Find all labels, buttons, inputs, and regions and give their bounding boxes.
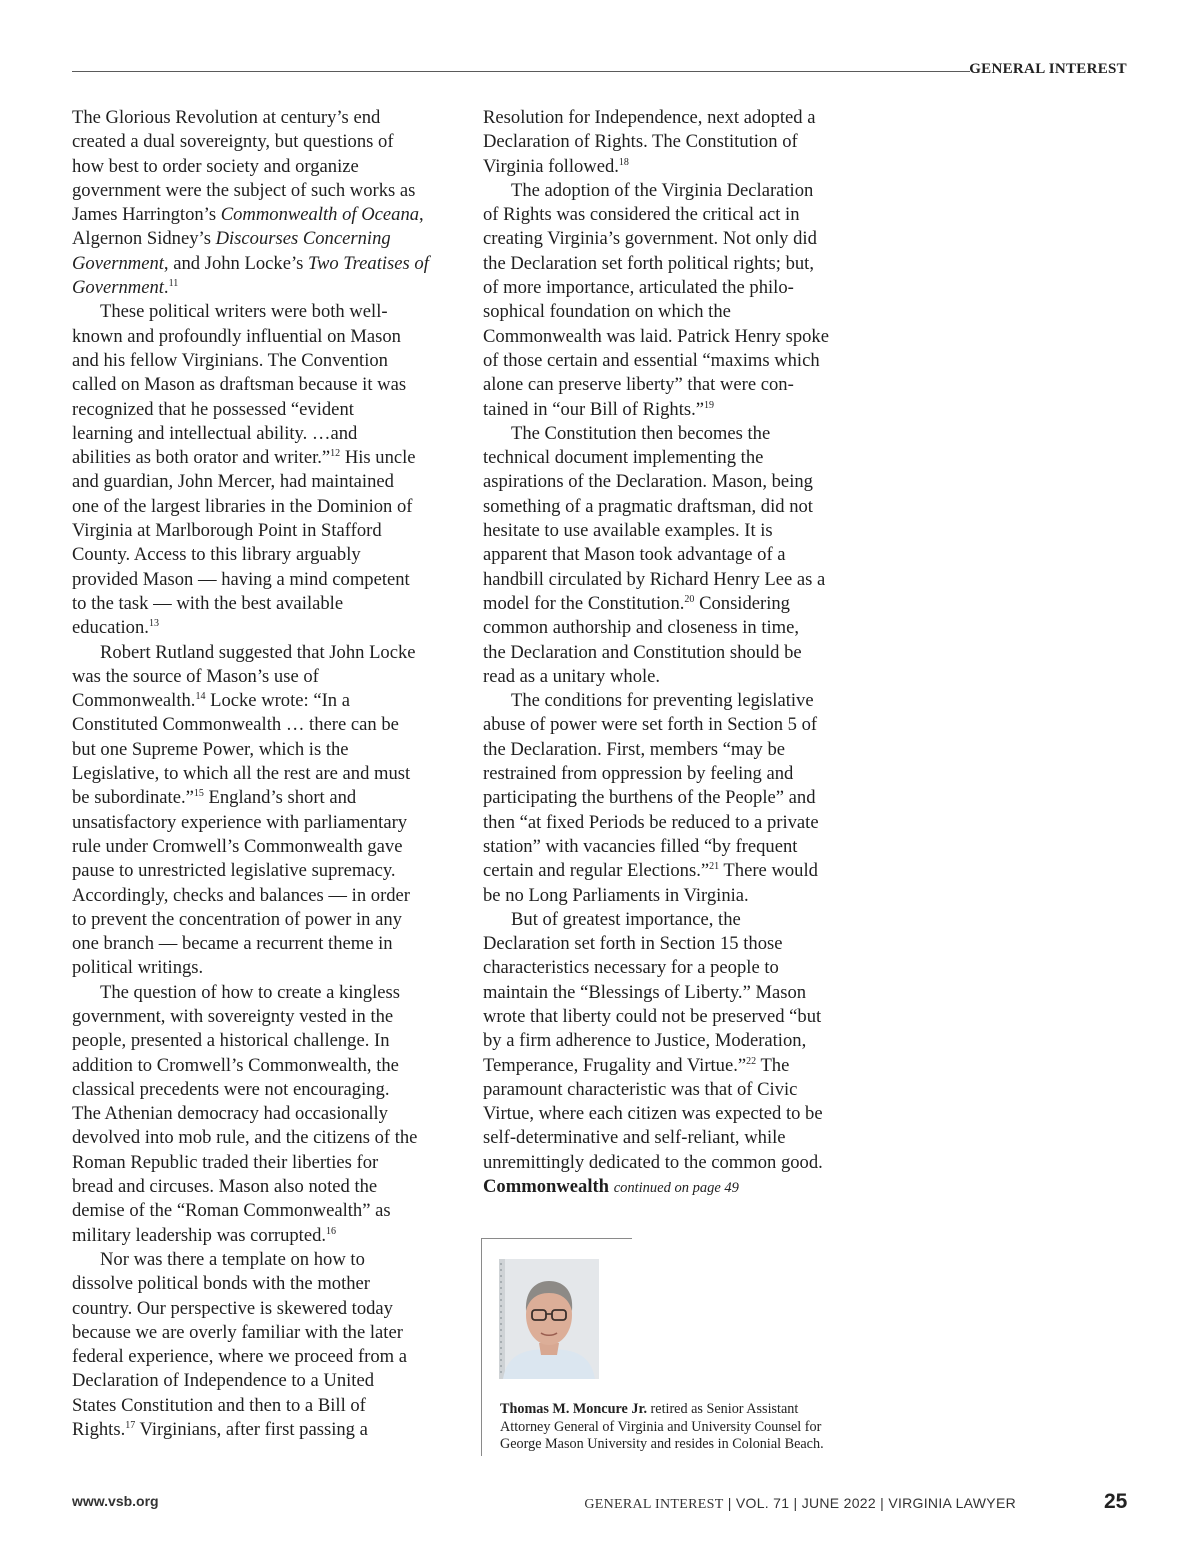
text-line xyxy=(483,641,863,665)
line-text: Algernon Sidney’s xyxy=(72,228,216,250)
text-line xyxy=(483,592,863,616)
footnote-ref: 21 xyxy=(709,861,720,873)
paragraph xyxy=(483,179,863,422)
footer-section: GENERAL INTEREST xyxy=(584,1497,724,1512)
line-text: Nor was there a template on how to xyxy=(100,1248,365,1270)
text-line xyxy=(72,738,452,762)
text-line xyxy=(72,762,452,786)
line-text: maintain the “Blessings of Liberty.” Mason xyxy=(483,981,807,1003)
line-text: participating the burthens of the People” and xyxy=(483,787,816,809)
text-line xyxy=(483,398,863,422)
paragraph xyxy=(72,106,452,300)
line-text: Robert Rutland suggested that John Locke xyxy=(100,641,416,663)
text-line xyxy=(72,665,452,689)
text-line xyxy=(483,155,863,179)
text-line xyxy=(72,1272,452,1296)
line-text: be no Long Parliaments in Virginia. xyxy=(483,884,749,906)
text-line xyxy=(72,884,452,908)
text-line xyxy=(72,398,452,422)
line-text: apparent that Mason took advantage of a xyxy=(483,544,786,566)
text-line xyxy=(483,373,863,397)
line-text: abuse of power were set forth in Section 5 of xyxy=(483,714,818,736)
bio-text xyxy=(500,1401,872,1454)
text-line xyxy=(483,349,863,373)
text-line xyxy=(483,325,863,349)
line-text: Commonwealth was laid. Patrick Henry spoke xyxy=(483,325,829,347)
paragraph xyxy=(483,422,863,689)
line-text: Virginia followed. xyxy=(483,155,619,177)
line-text: But of greatest importance, the xyxy=(511,908,741,930)
line-text: the Declaration and Constitution should be xyxy=(483,641,802,663)
text-line xyxy=(483,300,863,324)
text-line xyxy=(72,252,452,276)
footnote-ref: 16 xyxy=(326,1225,337,1237)
bio-line: retired as Senior Assistant xyxy=(647,1401,799,1417)
italic-title: Government xyxy=(72,252,164,274)
line-text: government, with sovereignty vested in the xyxy=(72,1005,394,1027)
text-line xyxy=(72,1394,452,1418)
paragraph xyxy=(483,908,863,1175)
text-line xyxy=(483,252,863,276)
text-line xyxy=(483,786,863,810)
text-line xyxy=(483,981,863,1005)
text-line xyxy=(483,762,863,786)
text-line xyxy=(72,130,452,154)
line-text: of those certain and essential “maxims which xyxy=(483,349,820,371)
continuation-page: continued on page 49 xyxy=(613,1180,739,1197)
author-name: Thomas M. Moncure Jr. xyxy=(500,1401,647,1417)
line-text: Accordingly, checks and balances — in order xyxy=(72,884,411,906)
header-rule xyxy=(72,71,970,72)
text-line xyxy=(72,1297,452,1321)
text-line xyxy=(72,106,452,130)
line-text: There would xyxy=(719,860,818,882)
line-text: The Athenian democracy had occasionally xyxy=(72,1103,388,1125)
footnote-ref: 18 xyxy=(618,156,629,168)
line-text: called on Mason as draftsman because it was xyxy=(72,374,407,396)
line-text: one of the largest libraries in the Dominion of xyxy=(72,495,413,517)
line-text: of more importance, articulated the philo- xyxy=(483,277,794,299)
line-text: common authorship and closeness in time, xyxy=(483,617,800,639)
text-line xyxy=(483,276,863,300)
text-line xyxy=(72,1054,452,1078)
line-text: military leadership was corrupted. xyxy=(72,1224,327,1246)
line-text: self-determinative and self-reliant, while xyxy=(483,1127,786,1149)
line-text: education. xyxy=(72,617,149,639)
footer-date: JUNE 2022 xyxy=(801,1495,876,1511)
line-text: alone can preserve liberty” that were con- xyxy=(483,374,794,396)
text-line xyxy=(72,1126,452,1150)
line-text: of Rights was considered the critical act in xyxy=(483,204,800,226)
paragraph xyxy=(72,981,452,1248)
text-line xyxy=(72,1078,452,1102)
paragraph xyxy=(72,641,452,981)
line-text: something of a pragmatic draftsman, did not xyxy=(483,495,813,517)
line-text: Declaration of Rights. The Constitution of xyxy=(483,131,798,153)
text-line xyxy=(483,519,863,543)
line-text: then “at fixed Periods be reduced to a private xyxy=(483,811,819,833)
line-text: created a dual sovereignty, but questions of xyxy=(72,131,394,153)
text-line xyxy=(72,1102,452,1126)
line-text: was the source of Mason’s use of xyxy=(72,665,319,687)
text-line xyxy=(483,689,863,713)
text-line xyxy=(72,1321,452,1345)
footnote-ref: 17 xyxy=(125,1420,136,1432)
line-text: These political writers were both well- xyxy=(100,301,388,323)
line-text: devolved into mob rule, and the citizens of the xyxy=(72,1127,418,1149)
text-line xyxy=(483,422,863,446)
italic-title: Government xyxy=(72,277,164,299)
line-text: addition to Cromwell’s Commonwealth, the xyxy=(72,1054,399,1076)
text-line xyxy=(72,811,452,835)
line-text: Considering xyxy=(694,592,790,614)
text-line xyxy=(483,179,863,203)
author-portrait-image xyxy=(499,1259,599,1379)
text-line xyxy=(483,1126,863,1150)
line-text: but one Supreme Power, which is the xyxy=(72,738,349,760)
line-text: learning and intellectual ability. …and xyxy=(72,422,358,444)
footer-separator: | xyxy=(789,1495,802,1511)
text-line xyxy=(483,1054,863,1078)
line-text: country. Our perspective is skewered today xyxy=(72,1297,393,1319)
line-text: one branch — became a recurrent theme in xyxy=(72,933,393,955)
footnote-ref: 11 xyxy=(168,278,179,290)
text-line xyxy=(483,1151,863,1175)
continuation-title: Commonwealth xyxy=(483,1176,610,1198)
line-text: read as a unitary whole. xyxy=(483,665,661,687)
text-line xyxy=(72,713,452,737)
text-line xyxy=(483,884,863,908)
line-text: The question of how to create a kingless xyxy=(100,981,400,1003)
text-line xyxy=(72,1175,452,1199)
right-column xyxy=(483,106,863,1200)
line-text: technical document implementing the xyxy=(483,447,764,469)
footnote-ref: 14 xyxy=(195,691,206,703)
author-bio xyxy=(481,1238,872,1456)
text-line xyxy=(72,956,452,980)
line-text: Roman Republic traded their liberties for xyxy=(72,1151,379,1173)
line-text: people, presented a historical challenge. In xyxy=(72,1030,390,1052)
line-text: England’s short and xyxy=(203,787,357,809)
text-line xyxy=(483,227,863,251)
line-text: demise of the “Roman Commonwealth” as xyxy=(72,1200,391,1222)
paragraph xyxy=(72,300,452,640)
bio-line: George Mason University and resides in Colonial Beach. xyxy=(500,1436,824,1453)
line-text: characteristics necessary for a people to xyxy=(483,957,779,979)
line-text: Rights. xyxy=(72,1419,126,1441)
text-line xyxy=(72,1369,452,1393)
line-text: The Constitution then becomes the xyxy=(511,422,771,444)
text-line xyxy=(72,616,452,640)
line-text: States Constitution and then to a Bill of xyxy=(72,1394,366,1416)
text-line xyxy=(483,908,863,932)
text-line xyxy=(72,1224,452,1248)
line-text: Declaration of Independence to a United xyxy=(72,1370,375,1392)
line-text: Declaration set forth in Section 15 those xyxy=(483,933,783,955)
text-line xyxy=(483,932,863,956)
text-line xyxy=(483,543,863,567)
text-line xyxy=(72,203,452,227)
line-text: aspirations of the Declaration. Mason, being xyxy=(483,471,813,493)
line-text: be subordinate.” xyxy=(72,787,194,809)
bio-line: Attorney General of Virginia and University Counsel for xyxy=(500,1418,822,1435)
line-text: paramount characteristic was that of Civic xyxy=(483,1078,798,1100)
text-line xyxy=(72,908,452,932)
text-line xyxy=(72,689,452,713)
text-line xyxy=(483,106,863,130)
text-line xyxy=(72,179,452,203)
text-line xyxy=(483,738,863,762)
line-text: restrained from oppression by feeling and xyxy=(483,763,794,785)
footer-separator: | xyxy=(875,1495,889,1511)
section-label: GENERAL INTEREST xyxy=(969,61,1127,77)
line-text: . xyxy=(163,277,169,299)
text-line xyxy=(72,155,452,179)
text-line xyxy=(72,470,452,494)
footnote-ref: 15 xyxy=(193,788,204,800)
text-line xyxy=(483,568,863,592)
text-line xyxy=(72,276,452,300)
text-line xyxy=(72,641,452,665)
line-text: , and John Locke’s xyxy=(163,252,308,274)
bio-rule xyxy=(482,1238,632,1239)
line-text: pause to unrestricted legislative supremacy. xyxy=(72,860,396,882)
line-text: provided Mason — having a mind competent xyxy=(72,568,410,590)
line-text: and guardian, John Mercer, had maintained xyxy=(72,471,394,493)
left-column xyxy=(72,106,452,1442)
text-line xyxy=(483,616,863,640)
author-photo xyxy=(499,1259,599,1379)
text-line xyxy=(72,1199,452,1223)
footer-info xyxy=(584,1495,1016,1513)
line-text: model for the Constitution. xyxy=(483,592,685,614)
line-text: sophical foundation on which the xyxy=(483,301,731,323)
line-text: Commonwealth. xyxy=(72,690,196,712)
line-text: hesitate to use available examples. It is xyxy=(483,520,773,542)
line-text: unremittingly dedicated to the common good. xyxy=(483,1151,823,1173)
text-line xyxy=(72,543,452,567)
line-text: The xyxy=(756,1054,790,1076)
footnote-ref: 19 xyxy=(704,399,715,411)
text-line xyxy=(483,956,863,980)
line-text: classical precedents were not encouraging. xyxy=(72,1078,390,1100)
line-text: the Declaration set forth political rights; but, xyxy=(483,252,814,274)
line-text: James Harrington’s xyxy=(72,204,221,226)
text-line xyxy=(483,1078,863,1102)
italic-title: Two Treatises of xyxy=(308,252,429,274)
line-text: The Glorious Revolution at century’s end xyxy=(72,107,381,128)
text-line xyxy=(72,349,452,373)
text-line xyxy=(72,519,452,543)
line-text: Resolution for Independence, next adopted a xyxy=(483,107,816,128)
text-line xyxy=(483,811,863,835)
line-text: Virginians, after first passing a xyxy=(135,1419,368,1441)
line-text: rule under Cromwell’s Commonwealth gave xyxy=(72,835,403,857)
line-text: Locke wrote: “In a xyxy=(205,690,350,712)
text-line xyxy=(72,373,452,397)
line-text: because we are overly familiar with the later xyxy=(72,1321,403,1343)
text-line xyxy=(72,568,452,592)
line-text: by a firm adherence to Justice, Moderation, xyxy=(483,1030,807,1052)
text-line xyxy=(72,859,452,883)
footnote-ref: 22 xyxy=(746,1055,757,1067)
text-line xyxy=(72,495,452,519)
line-text: to the task — with the best available xyxy=(72,592,344,614)
line-text: federal experience, where we proceed from a xyxy=(72,1346,407,1368)
line-text: certain and regular Elections.” xyxy=(483,860,710,882)
footnote-ref: 13 xyxy=(148,618,159,630)
footnote-ref: 12 xyxy=(330,448,341,460)
text-line xyxy=(72,786,452,810)
line-text: bread and circuses. Mason also noted the xyxy=(72,1176,378,1198)
line-text: unsatisfactory experience with parliamentary xyxy=(72,811,408,833)
line-text: County. Access to this library arguably xyxy=(72,544,361,566)
italic-title: Discourses Concerning xyxy=(215,228,391,250)
continuation-note xyxy=(483,1175,863,1200)
text-line xyxy=(72,592,452,616)
line-text: and his fellow Virginians. The Convention xyxy=(72,349,388,371)
line-text: dissolve political bonds with the mother xyxy=(72,1273,370,1295)
text-line xyxy=(72,835,452,859)
text-line xyxy=(483,495,863,519)
right-column-paragraphs xyxy=(483,106,863,1175)
text-line xyxy=(72,227,452,251)
italic-title: Commonwealth of Oceana xyxy=(220,204,420,226)
footer-publication: VIRGINIA LAWYER xyxy=(888,1495,1016,1511)
line-text: The conditions for preventing legislative xyxy=(511,690,814,712)
text-line xyxy=(483,1029,863,1053)
text-line xyxy=(483,203,863,227)
text-line xyxy=(483,1102,863,1126)
line-text: to prevent the concentration of power in any xyxy=(72,908,402,930)
line-text: Virginia at Marlborough Point in Stafford xyxy=(72,520,382,542)
page-number: 25 xyxy=(1104,1490,1128,1513)
line-text: wrote that liberty could not be preserved “but xyxy=(483,1005,822,1027)
text-line xyxy=(72,932,452,956)
text-line xyxy=(72,1005,452,1029)
text-line xyxy=(483,713,863,737)
text-line xyxy=(72,1029,452,1053)
line-text: how best to order society and organize xyxy=(72,155,359,177)
footer-volume: VOL. 71 xyxy=(735,1495,790,1511)
text-line xyxy=(483,665,863,689)
text-line xyxy=(72,300,452,324)
text-line xyxy=(72,446,452,470)
text-line xyxy=(72,1248,452,1272)
paragraph xyxy=(483,106,863,179)
line-text: abilities as both orator and writer.” xyxy=(72,447,331,469)
line-text: station” with vacancies filled “by frequent xyxy=(483,835,798,857)
paragraph xyxy=(483,689,863,908)
line-text: Virtue, where each citizen was expected to be xyxy=(483,1103,823,1125)
text-line xyxy=(72,981,452,1005)
footer-url[interactable]: www.vsb.org xyxy=(72,1493,159,1509)
text-line xyxy=(72,325,452,349)
text-line xyxy=(483,470,863,494)
line-text: the Declaration. First, members “may be xyxy=(483,738,786,760)
line-text: handbill circulated by Richard Henry Lee as a xyxy=(483,568,826,590)
line-text: Legislative, to which all the rest are and must xyxy=(72,763,411,785)
text-line xyxy=(483,835,863,859)
line-text: creating Virginia’s government. Not only did xyxy=(483,228,817,250)
line-text: recognized that he possessed “evident xyxy=(72,398,354,420)
text-line xyxy=(72,1345,452,1369)
line-text: known and profoundly influential on Mason xyxy=(72,325,401,347)
text-line xyxy=(72,1418,452,1442)
paragraph xyxy=(72,1248,452,1442)
line-text: The adoption of the Virginia Declaration xyxy=(511,179,814,201)
line-text: government were the subject of such works as xyxy=(72,179,416,201)
line-text: Constituted Commonwealth … there can be xyxy=(72,714,399,736)
line-text: , xyxy=(419,204,424,226)
text-line xyxy=(72,1151,452,1175)
text-line xyxy=(483,859,863,883)
text-line xyxy=(483,446,863,470)
line-text: Temperance, Frugality and Virtue.” xyxy=(483,1054,747,1076)
text-line xyxy=(483,1005,863,1029)
line-text: political writings. xyxy=(72,957,204,979)
line-text: tained in “our Bill of Rights.” xyxy=(483,398,705,420)
line-text: His uncle xyxy=(340,447,416,469)
footer-separator: | xyxy=(723,1495,736,1511)
text-line xyxy=(483,130,863,154)
text-line xyxy=(72,422,452,446)
footnote-ref: 20 xyxy=(684,593,695,605)
